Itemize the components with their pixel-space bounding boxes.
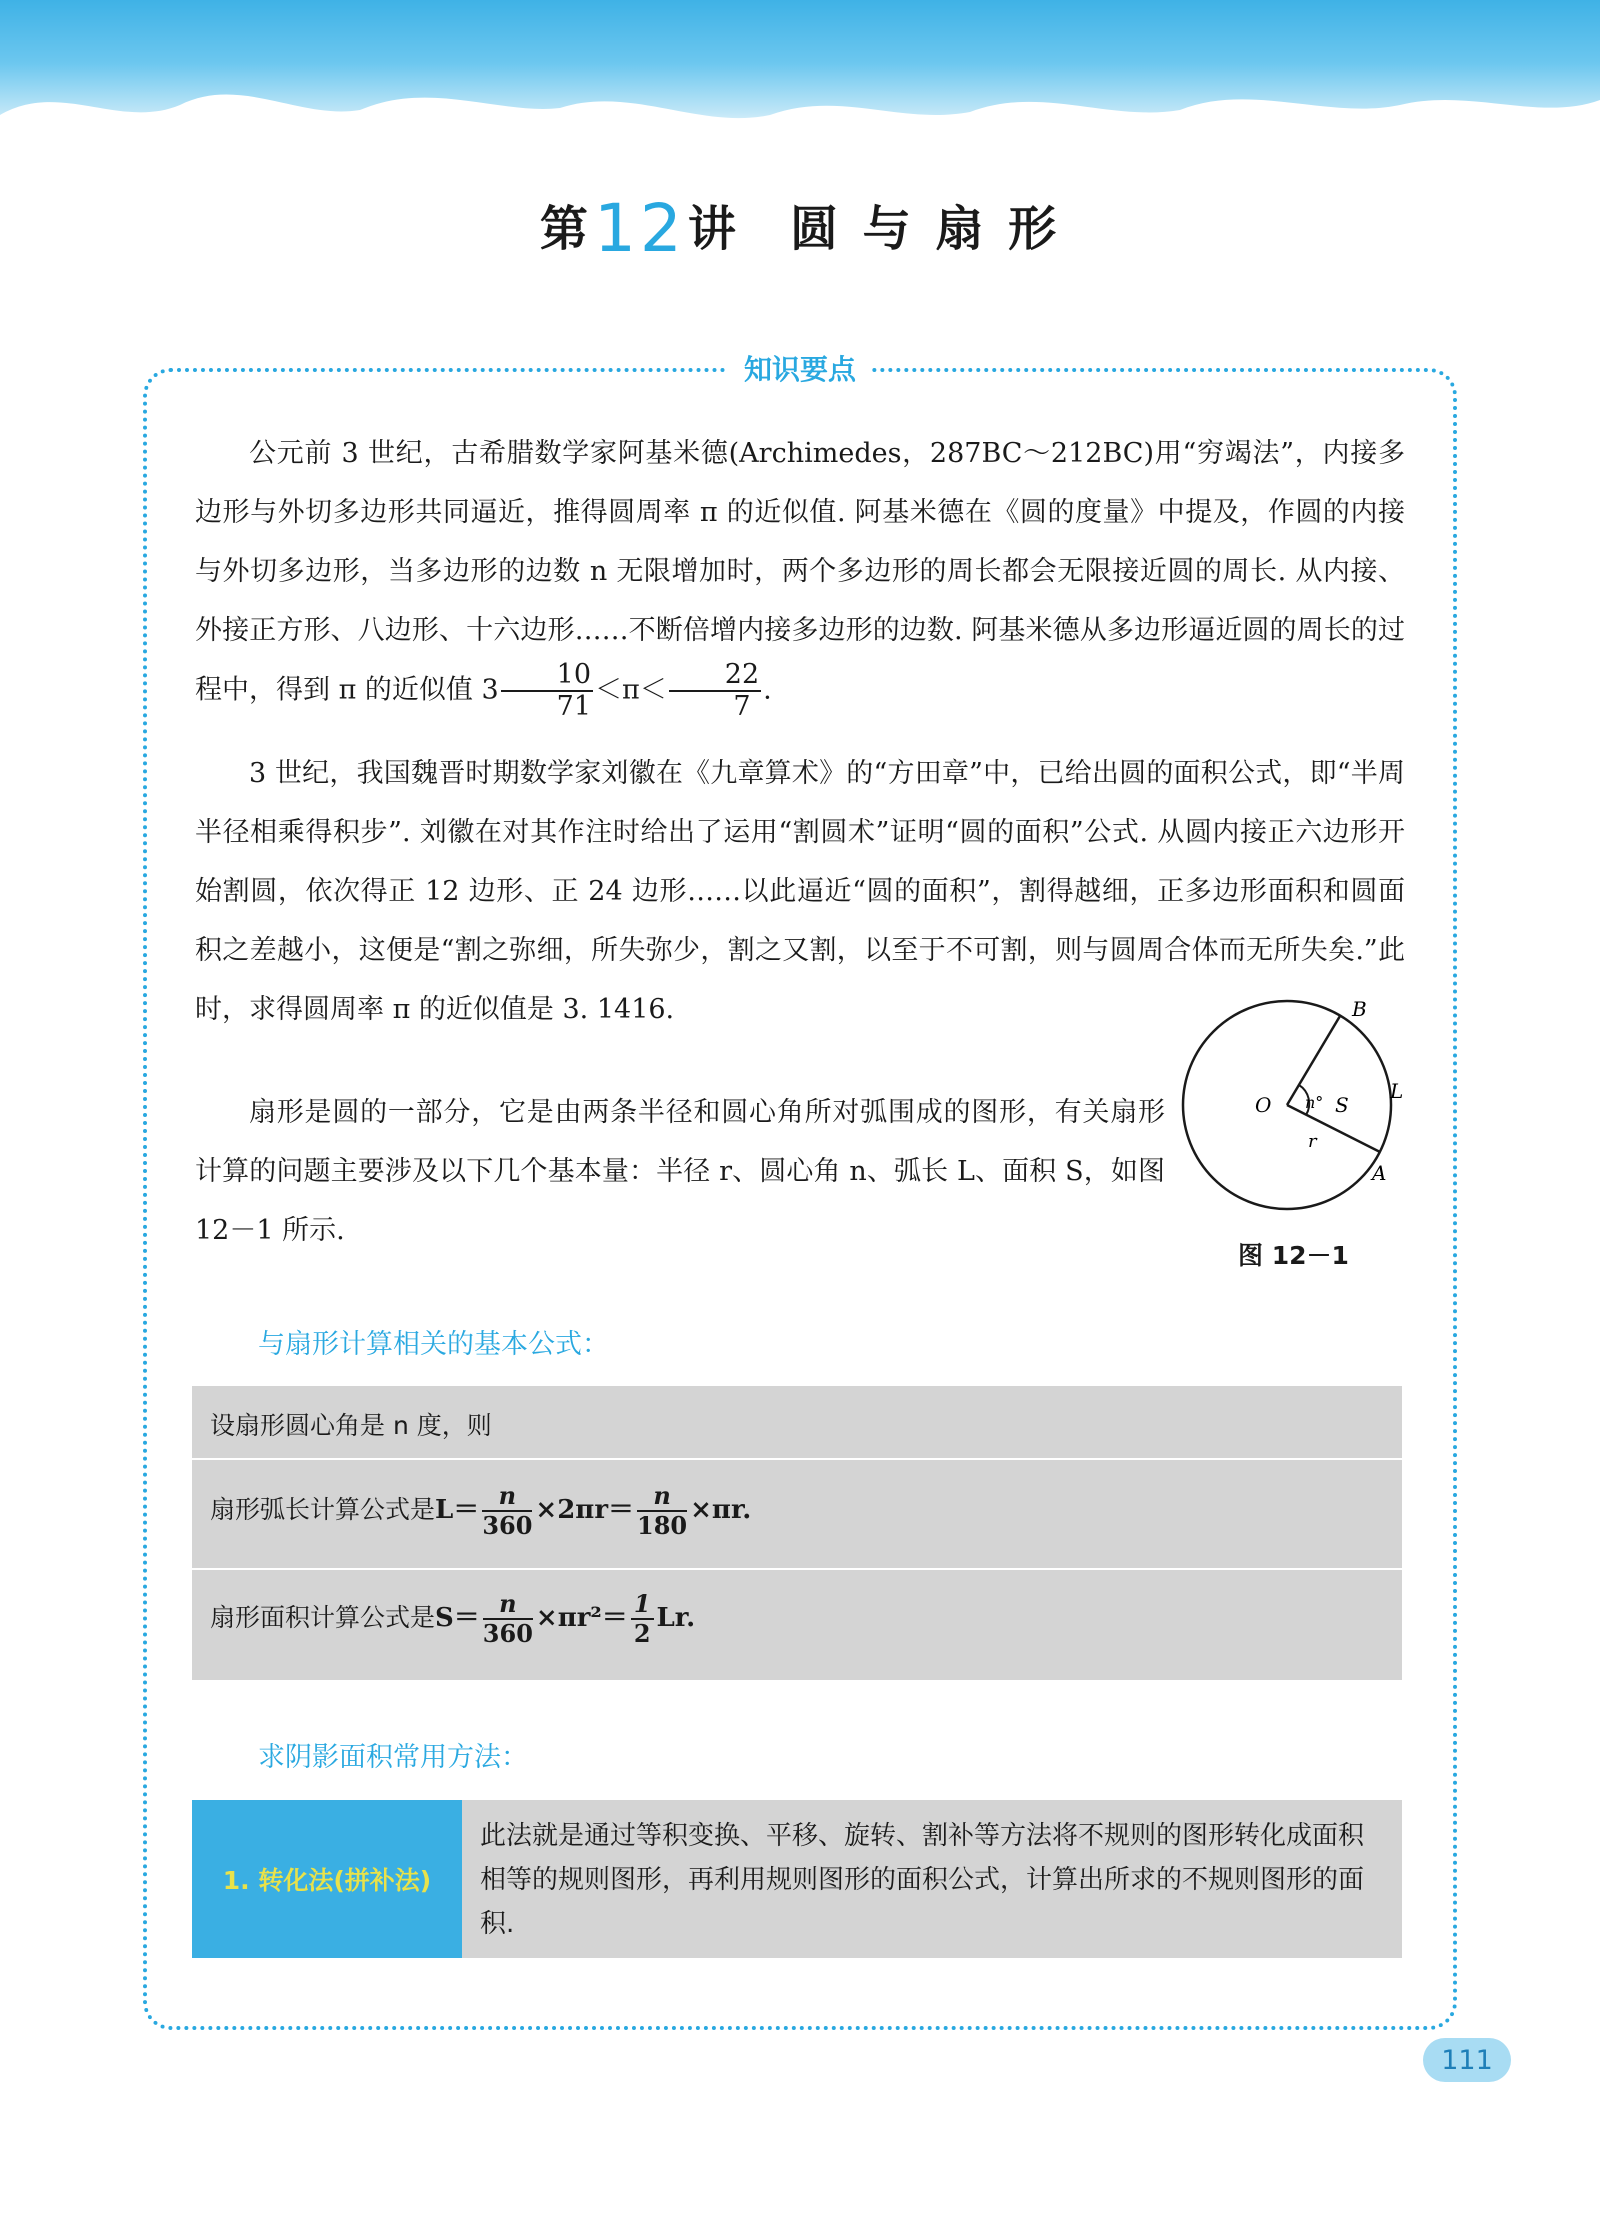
arc-length-middle: ×2πr＝ xyxy=(535,1495,635,1525)
fraction-22-7 xyxy=(669,660,761,722)
label-r: r xyxy=(1308,1131,1317,1152)
formula-row-intro xyxy=(192,1386,1402,1460)
paragraph-archimedes xyxy=(195,424,1405,722)
label-B: B xyxy=(1352,997,1367,1021)
label-S: S xyxy=(1335,1093,1349,1117)
page-title xyxy=(0,190,1600,267)
fraction-numerator: 22 xyxy=(669,660,761,692)
arc-length-end: ×πr. xyxy=(690,1495,752,1525)
area-end: Lr. xyxy=(656,1603,696,1633)
method-label: 1. 转化法(拼补法) xyxy=(192,1800,462,1958)
fraction-denominator: 360 xyxy=(482,1619,533,1648)
inequality-text: ＜π＜ xyxy=(595,674,667,706)
paragraph-sector-definition xyxy=(195,1083,1165,1260)
method-item xyxy=(192,1800,1402,1958)
fraction-n-360 xyxy=(482,1482,532,1540)
fraction-denominator: 180 xyxy=(637,1511,688,1540)
area-S: S＝ xyxy=(435,1603,480,1633)
label-n-degree: n° xyxy=(1305,1093,1324,1112)
paragraph-sector-text: 扇形是圆的一部分，它是由两条半径和圆心角所对弧围成的图形，有关扇形计算的问题主要涉及以下几个基本量：半径 r、圆心角 n、弧长 L、面积 S，如图 12－1 所示. xyxy=(195,1097,1165,1246)
area-lead: 扇形面积计算公式是 xyxy=(210,1603,436,1632)
methods-heading: 求阴影面积常用方法： xyxy=(258,1742,528,1773)
title-number: 12 xyxy=(593,190,686,267)
fraction-10-71 xyxy=(501,660,593,722)
fraction-n-180 xyxy=(637,1482,687,1540)
panel-heading-text: 知识要点 xyxy=(728,353,872,386)
label-A: A xyxy=(1372,1161,1387,1185)
fraction-numerator: 10 xyxy=(501,660,593,692)
formula-intro-text: 设扇形圆心角是 n 度，则 xyxy=(210,1411,492,1440)
page-number: 111 xyxy=(1423,2038,1511,2082)
fraction-denominator: 7 xyxy=(733,691,751,722)
fraction-denominator: 71 xyxy=(556,691,592,722)
paragraph-liu-hui-text: 3 世纪，我国魏晋时期数学家刘徽在《九章算术》的“方田章”中，已给出圆的面积公式，即“半周半径相乘得积步”. 刘徽在对其作注时给出了运用“割圆术”证明“圆的面积”公式. 从圆内接正六边形开始割圆，依次得正 12 边形、正 24 边形……以此逼近“圆的面积”，割得越细，正多边形面积和圆面积之差越小，这便是“割之弥细，所失弥少，割之又割，以至于不可割，则与圆周合体而无所失矣.”此时，求得圆周率 π 的近似值是 3. 1416. xyxy=(195,758,1405,1025)
label-O: O xyxy=(1255,1093,1272,1117)
area-middle: ×πr²＝ xyxy=(535,1603,628,1633)
radius-OB xyxy=(1287,1016,1340,1105)
title-topic: 圆 与 扇 形 xyxy=(789,201,1061,257)
method-description: 此法就是通过等积变换、平移、旋转、割补等方法将不规则的图形转化成面积相等的规则图形，再利用规则图形的面积公式，计算出所求的不规则图形的面积. xyxy=(480,1821,1365,1939)
paragraph-archimedes-text: 公元前 3 世纪，古希腊数学家阿基米德(Archimedes，287BC～212BC)用“穷竭法”，内接多边形与外切多边形共同逼近，推得圆周率 π 的近似值. 阿基米德在《圆的度量》中提及，作圆的内接与外切多边形，当多边形的边数 n 无限增加时，两个多边形的周长都会无限接近圆的周长. 从内接、外接正方形、八边形、十六边形……不断倍增内接多边形的边数. 阿基米德从多边形逼近圆的周长的过程中，得到 π 的近似值 3 xyxy=(195,438,1405,706)
title-prefix: 第 xyxy=(539,201,592,257)
fraction-numerator: 1 xyxy=(631,1590,654,1620)
fraction-denominator: 2 xyxy=(633,1619,651,1648)
radius-OA xyxy=(1287,1105,1380,1152)
arc-length-lead: 扇形弧长计算公式是 xyxy=(210,1495,436,1524)
fraction-denominator: 360 xyxy=(482,1511,533,1540)
cloud-edge-decoration xyxy=(0,60,1600,150)
label-L: L xyxy=(1390,1079,1404,1103)
fraction-n-360 xyxy=(483,1590,533,1648)
fraction-numerator: n xyxy=(637,1482,687,1512)
arc-length-L: L＝ xyxy=(435,1495,480,1525)
area-formula xyxy=(210,1590,695,1648)
period: . xyxy=(763,674,772,706)
fraction-numerator: n xyxy=(482,1482,532,1512)
panel-heading xyxy=(0,348,1600,388)
formulas-heading: 与扇形计算相关的基本公式： xyxy=(258,1329,609,1360)
fraction-numerator: n xyxy=(483,1590,533,1620)
formula-row-arc-length xyxy=(192,1458,1402,1570)
title-suffix: 讲 xyxy=(687,201,740,257)
formula-box xyxy=(192,1386,1402,1680)
formula-row-area xyxy=(192,1568,1402,1680)
figure-caption: 图 12－1 xyxy=(1238,1241,1349,1270)
arc-length-formula xyxy=(210,1482,751,1540)
fraction-1-2 xyxy=(631,1590,654,1648)
